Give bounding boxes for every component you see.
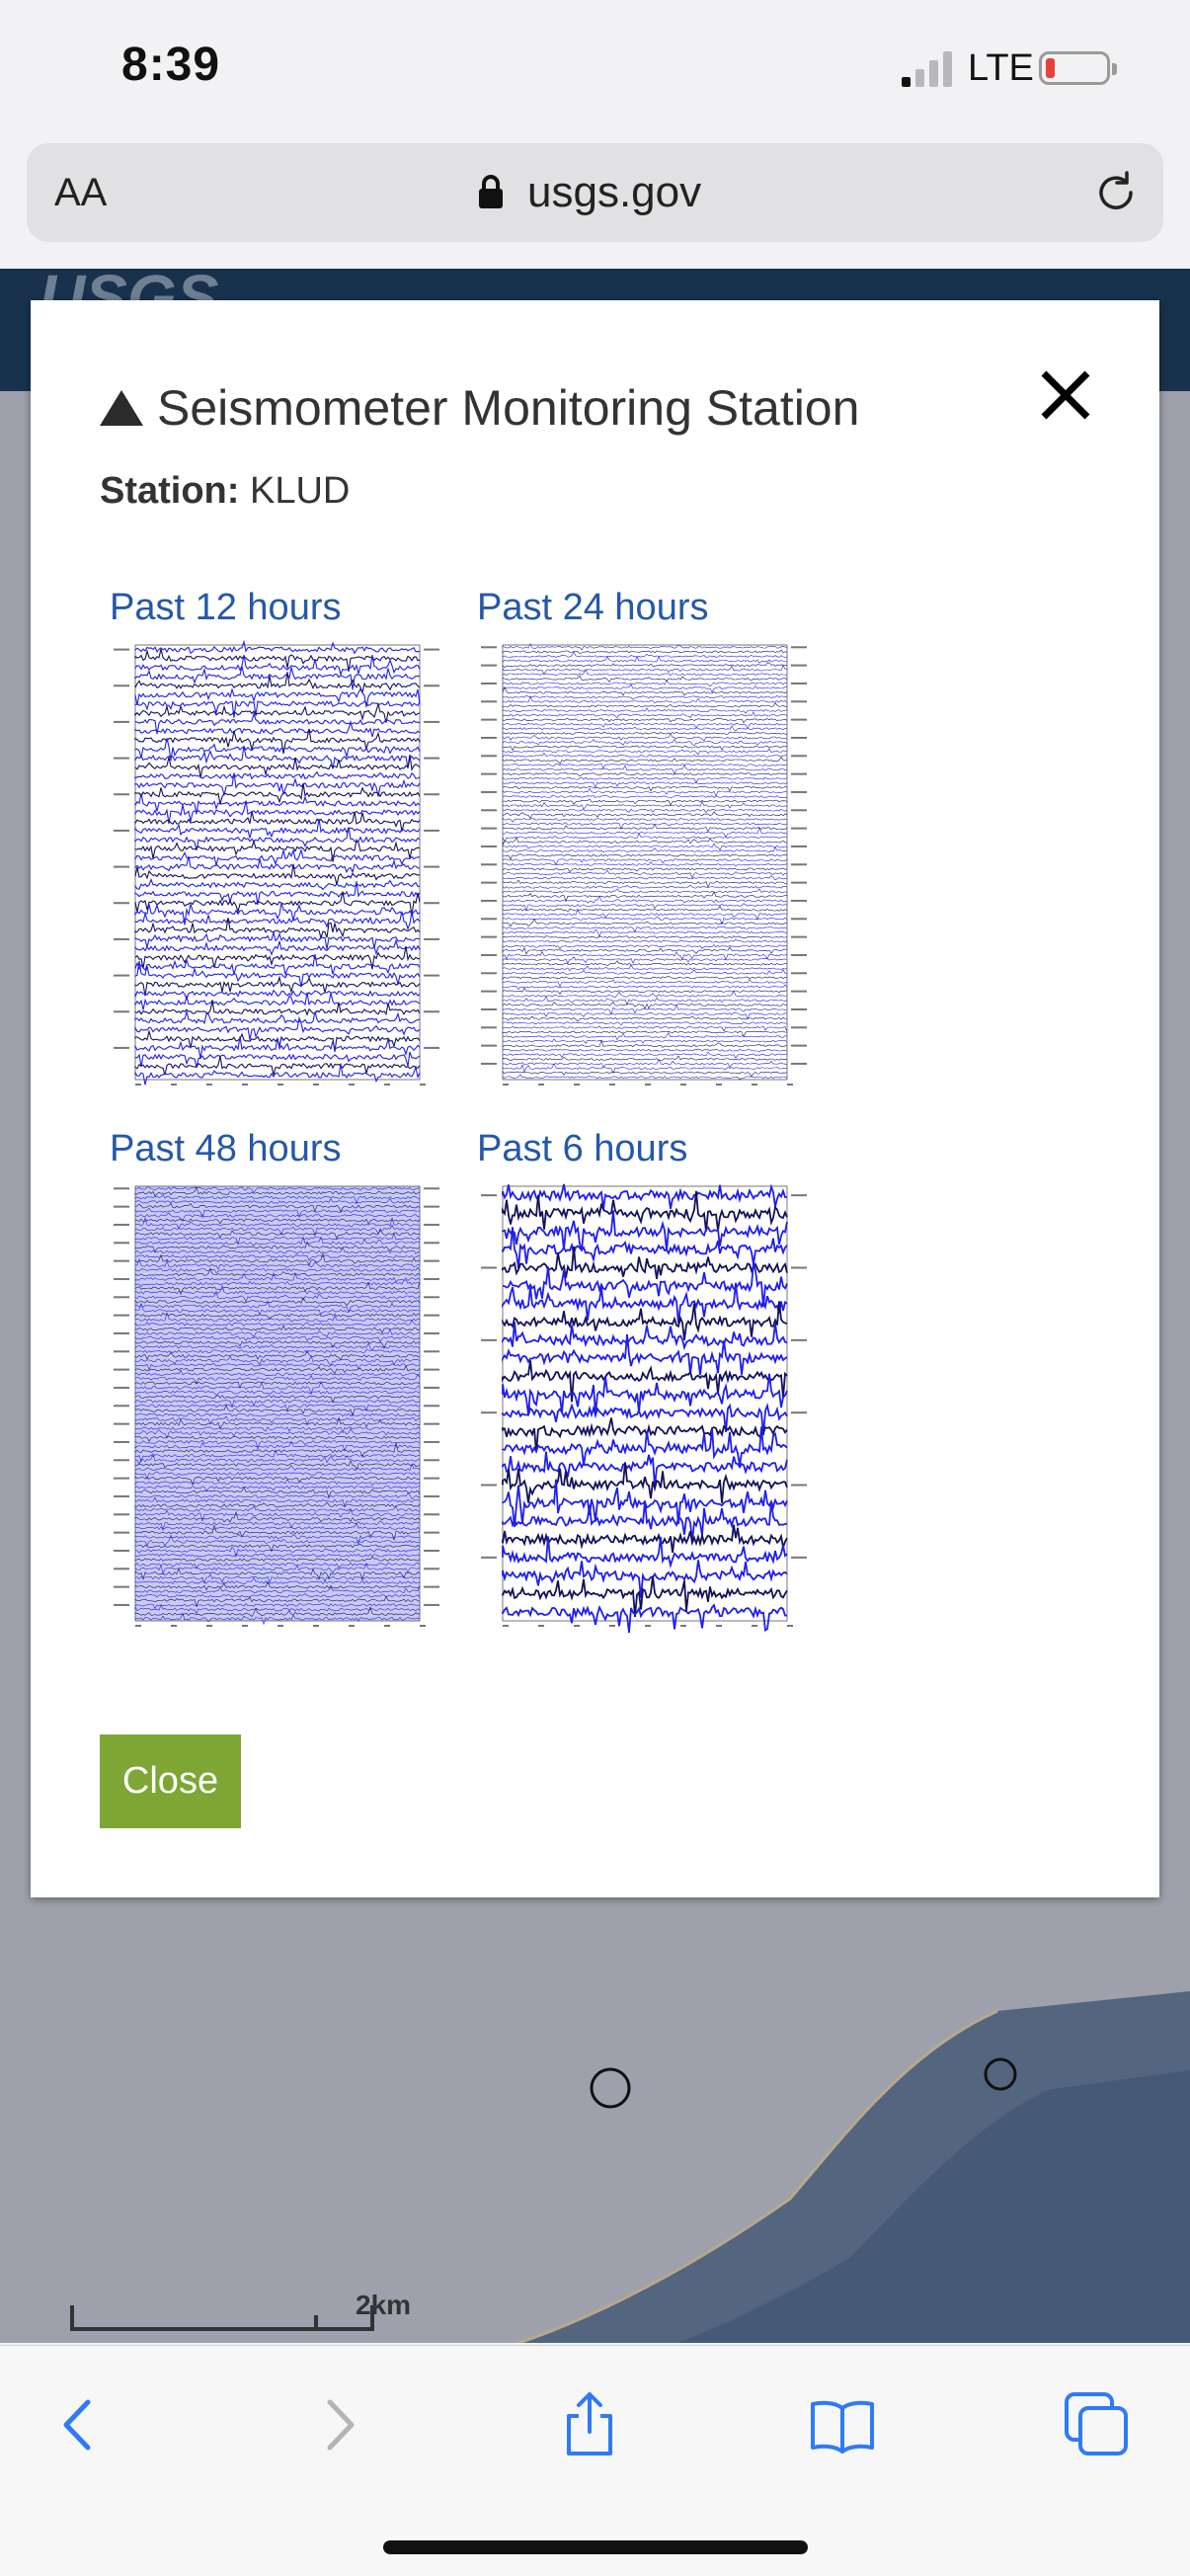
- share-icon[interactable]: [555, 2390, 624, 2459]
- close-icon[interactable]: [1038, 367, 1093, 423]
- plot-link-6h[interactable]: Past 6 hours: [477, 1128, 688, 1169]
- battery-icon: [1039, 51, 1110, 85]
- plot-tile-6h[interactable]: [477, 1128, 823, 1635]
- station-value: KLUD: [250, 470, 351, 512]
- text-size-button[interactable]: AA: [54, 171, 108, 214]
- map-scale-bar: [69, 2292, 385, 2331]
- triangle-icon: [100, 390, 143, 426]
- status-time: 8:39: [121, 39, 221, 91]
- map-scale-label: 2km: [356, 2290, 412, 2320]
- plot-tile-24h[interactable]: [477, 587, 823, 1093]
- plot-link-48h[interactable]: Past 48 hours: [110, 1128, 342, 1169]
- plot-link-12h[interactable]: Past 12 hours: [110, 587, 342, 628]
- forward-icon[interactable]: [304, 2390, 373, 2459]
- bookmarks-icon[interactable]: [808, 2390, 877, 2459]
- helicorder-24h[interactable]: [477, 639, 813, 1093]
- back-icon[interactable]: [44, 2390, 114, 2459]
- helicorder-12h[interactable]: [110, 639, 445, 1093]
- network-type: LTE: [968, 47, 1034, 89]
- helicorder-48h[interactable]: [110, 1180, 445, 1635]
- close-button[interactable]: Close: [100, 1734, 241, 1828]
- station-label: Station:: [100, 470, 240, 512]
- lock-icon: [478, 175, 504, 208]
- modal-title: [100, 379, 859, 437]
- plot-tile-48h[interactable]: [110, 1128, 455, 1635]
- home-indicator: [383, 2540, 808, 2554]
- station-modal: [31, 300, 1159, 1897]
- plot-tile-12h[interactable]: [110, 587, 455, 1093]
- address-bar[interactable]: [27, 143, 1163, 242]
- status-bar: [0, 0, 1190, 138]
- tabs-icon[interactable]: [1063, 2390, 1132, 2459]
- station-info: [100, 470, 350, 513]
- plot-link-24h[interactable]: Past 24 hours: [477, 587, 709, 628]
- reload-icon[interactable]: [1091, 168, 1141, 217]
- signal-icon: [902, 51, 953, 87]
- url-domain[interactable]: usgs.gov: [527, 168, 702, 216]
- modal-title-text: Seismometer Monitoring Station: [157, 380, 860, 436]
- helicorder-6h[interactable]: [477, 1180, 813, 1635]
